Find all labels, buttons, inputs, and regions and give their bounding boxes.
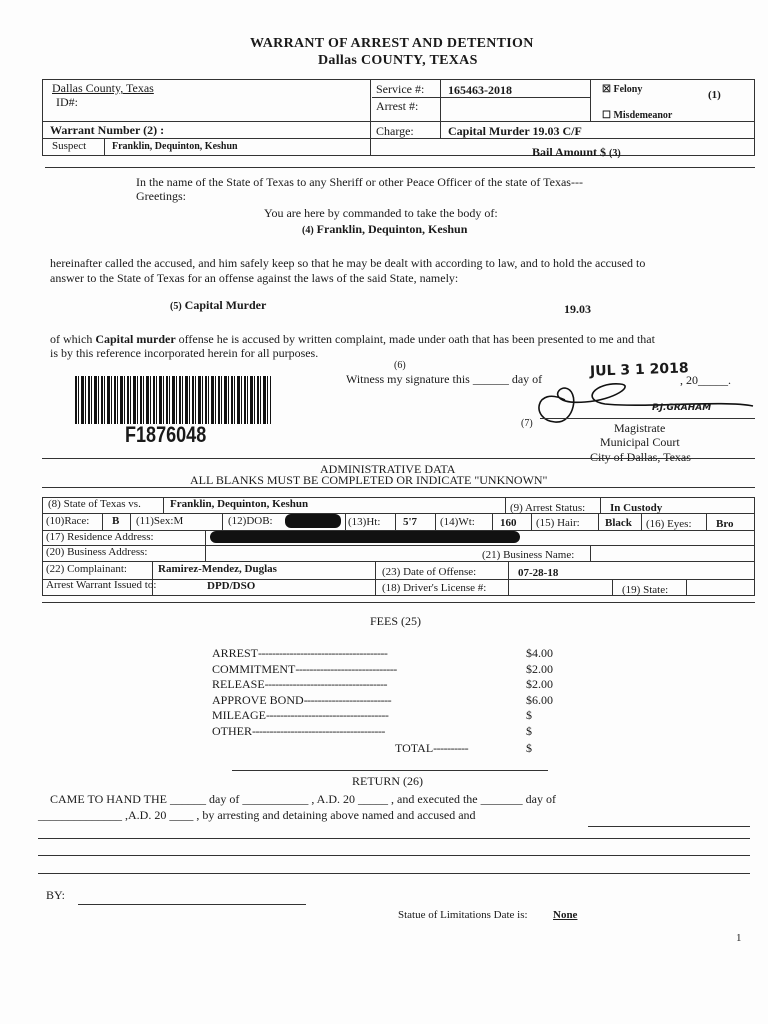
suspect-label: Suspect — [52, 140, 87, 152]
warrant-number-label: Warrant Number (2) : — [50, 123, 165, 137]
fee-label: COMMITMENT----------------------------- — [212, 661, 397, 676]
offense-date-label: (23) Date of Offense: — [382, 566, 477, 578]
hair-label: (15) Hair: — [536, 517, 580, 529]
magistrate-line-2: Municipal Court — [600, 435, 680, 449]
issued-to-label: Arrest Warrant Issued to: — [46, 579, 157, 591]
height-label: (13)Ht: — [348, 516, 381, 528]
business-name-label: (21) Business Name: — [482, 549, 575, 561]
return-line-1: CAME TO HAND THE ______ day of ___________ , A.D. 20 _____ , and executed the _______ day of — [50, 792, 556, 806]
fee-amount: $2.00 — [526, 677, 553, 691]
admin-title: ADMINISTRATIVE DATA — [320, 462, 456, 476]
fee-amount: $6.00 — [526, 692, 553, 707]
accused-name — [302, 222, 467, 237]
accused-num: (4) — [302, 225, 314, 236]
paragraph-1-line-1: hereinafter called the accused, and him safely keep so that he may be dealt with according to law, and to hold the accused to — [50, 256, 646, 270]
dob-label: (12)DOB: — [228, 515, 273, 527]
fee-amount: $4.00 — [526, 646, 553, 660]
by-label: BY: — [46, 888, 65, 902]
greeting-line-2: Greetings: — [136, 189, 186, 203]
id-label: ID#: — [56, 95, 78, 109]
year-blank: , 20_____. — [680, 373, 731, 387]
redacted-residence — [210, 531, 520, 543]
fee-label: ARREST------------------------------------- — [212, 646, 388, 660]
height-value: 5'7 — [403, 516, 418, 528]
barcode — [75, 376, 271, 424]
misdemeanor-checkbox — [602, 110, 672, 121]
state-label: (19) State: — [622, 584, 669, 596]
magistrate-line-3: City of Dallas, Texas — [590, 450, 691, 464]
limitations-value: None — [553, 909, 578, 921]
misdemeanor-unchecked-icon: ☐ — [602, 110, 611, 121]
fee-label: RELEASE----------------------------------- — [212, 677, 388, 691]
service-number: 165463-2018 — [448, 83, 512, 97]
offense-name-value: Capital Murder — [184, 298, 267, 312]
felony-checked-icon: ☒ — [602, 84, 611, 95]
bail-label: Bail Amount $ — [532, 145, 607, 159]
fee-label: OTHER-------------------------------------- — [212, 723, 385, 738]
witness-num: (6) — [394, 360, 406, 371]
greeting-line-1: In the name of the State of Texas to any Sheriff or other Peace Officer of the state of Texas--- — [136, 175, 583, 189]
issued-to-value: DPD/DSO — [207, 580, 256, 592]
arrest-status-value: In Custody — [610, 502, 663, 514]
fees-total-label: TOTAL---------- — [395, 741, 469, 755]
felony-label: Felony — [613, 84, 643, 95]
business-address-label: (20) Business Address: — [46, 546, 148, 558]
command-line: You are here by commanded to take the body of: — [264, 206, 498, 220]
page-number: 1 — [736, 932, 742, 944]
fee-amount: $ — [526, 723, 532, 738]
fees-total-amount: $ — [526, 741, 532, 755]
weight-value: 160 — [500, 517, 517, 529]
fee-amount: $2.00 — [526, 661, 553, 676]
charge-label: Charge: — [376, 124, 414, 138]
accused-name-value: Franklin, Dequinton, Keshun — [316, 222, 468, 236]
drivers-license-label: (18) Driver's License #: — [382, 582, 487, 594]
document-title: WARRANT OF ARREST AND DETENTION — [250, 36, 534, 51]
barcode-number: F1876048 — [125, 422, 207, 447]
felony-checkbox — [602, 84, 642, 95]
eyes-value: Bro — [716, 518, 734, 530]
complainant-label: (22) Complainant: — [46, 563, 127, 575]
bail-amount — [532, 145, 621, 160]
offense-name — [170, 298, 266, 313]
arrest-label: Arrest #: — [376, 99, 419, 113]
misdemeanor-label: Misdemeanor — [613, 110, 673, 121]
magistrate-num: (7) — [521, 418, 533, 429]
paragraph-1-line-2: answer to the State of Texas for an offense against the laws of the said State, namely: — [50, 271, 459, 285]
bail-note: (3) — [609, 148, 621, 159]
fee-label: APPROVE BOND------------------------- — [212, 692, 392, 707]
county-label: Dallas County, Texas — [52, 81, 154, 95]
signature-printed-name: P.J.GRAHAM — [652, 403, 712, 413]
eyes-label: (16) Eyes: — [646, 518, 692, 530]
admin-instruction: ALL BLANKS MUST BE COMPLETED OR INDICATE "UNKNOWN" — [190, 473, 548, 487]
complainant-value: Ramirez-Mendez, Duglas — [158, 563, 277, 575]
hair-value: Black — [605, 517, 632, 529]
race-label: (10)Race: — [46, 515, 90, 527]
document-subtitle: Dallas COUNTY, TEXAS — [318, 53, 478, 68]
redacted-dob — [285, 514, 341, 528]
paragraph-2-line-2: is by this reference incorporated herein for all purposes. — [50, 346, 319, 360]
magistrate-line-1: Magistrate — [614, 421, 666, 435]
paragraph-2-line-1: of which Capital murder offense he is accused by written complaint, made under oath that has been presented to me and that — [50, 332, 655, 346]
offense-num: (5) — [170, 301, 182, 312]
return-title: RETURN (26) — [352, 774, 423, 788]
fees-title: FEES (25) — [370, 614, 421, 628]
service-label: Service #: — [376, 82, 425, 96]
offense-code: 19.03 — [564, 302, 591, 316]
weight-label: (14)Wt: — [440, 516, 475, 528]
race-value: B — [112, 515, 120, 527]
felony-note: (1) — [708, 89, 721, 101]
charge-value: Capital Murder 19.03 C/F — [448, 124, 582, 138]
state-vs-value: Franklin, Dequinton, Keshun — [170, 498, 309, 510]
date-stamp: JUL 3 1 2018 — [589, 360, 689, 380]
fee-label: MILEAGE----------------------------------- — [212, 708, 389, 722]
sex-label: (11)Sex:M — [136, 515, 184, 527]
offense-date-value: 07-28-18 — [518, 567, 559, 579]
residence-label: (17) Residence Address: — [46, 531, 154, 543]
limitations-label: Statue of Limitations Date is: — [398, 909, 528, 921]
arrest-status-label: (9) Arrest Status: — [510, 502, 586, 514]
suspect-name: Franklin, Dequinton, Keshun — [112, 141, 238, 152]
state-vs-label: (8) State of Texas vs. — [48, 498, 141, 510]
fee-amount: $ — [526, 708, 532, 722]
return-line-2: ______________ ,A.D. 20 ____ , by arresting and detaining above named and accused and — [38, 808, 476, 822]
witness-line: Witness my signature this ______ day of — [346, 372, 543, 386]
